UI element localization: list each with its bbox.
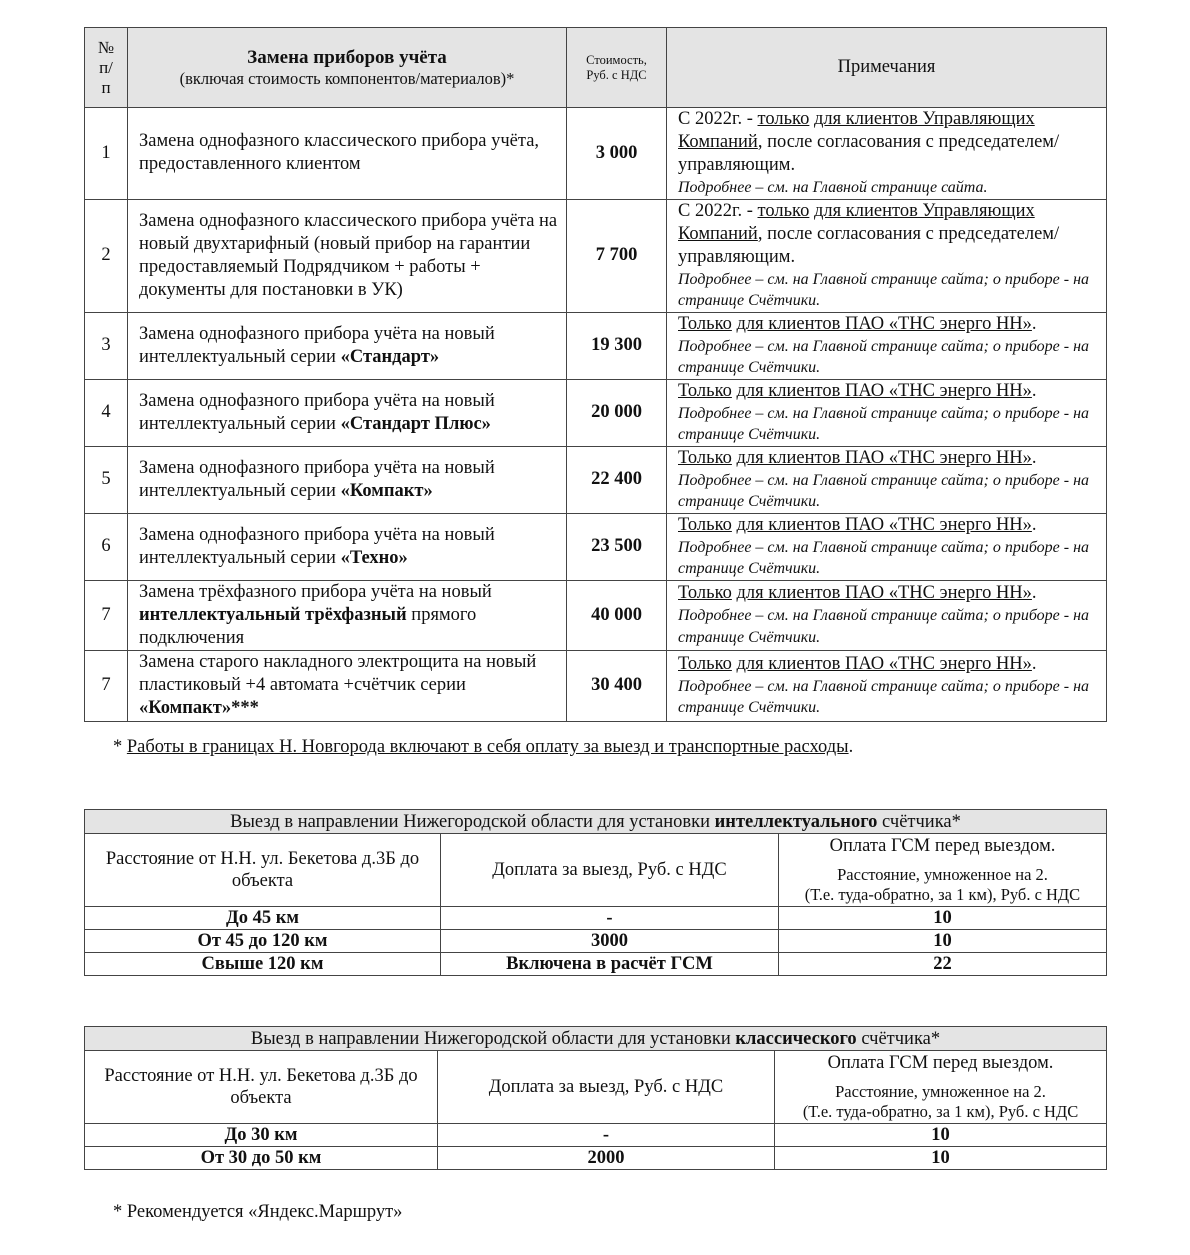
- row-distance: От 30 до 50 км: [85, 1147, 438, 1170]
- table-row: [85, 1147, 1107, 1170]
- col-fee: Доплата за выезд, Руб. с НДС: [438, 1051, 775, 1124]
- table-row: [85, 446, 1107, 513]
- row-note: Только для клиентов ПАО «ТНС энерго НН». Подробнее – см. на Главной странице сайта; о приборе - на странице Счётчики.: [667, 513, 1107, 580]
- table-row: [85, 379, 1107, 446]
- row-distance: От 45 до 120 км: [85, 930, 441, 953]
- row-number: 2: [85, 199, 128, 312]
- row-distance: До 30 км: [85, 1124, 438, 1147]
- col-gsm: Оплата ГСМ перед выездом. Расстояние, умноженное на 2. (Т.е. туда-обратно, за 1 км), Руб. с НДС: [775, 1051, 1107, 1124]
- row-note: С 2022г. - только для клиентов Управляющих Компаний, после согласования с председателем/управляющим. Подробнее – см. на Главной странице сайта; о приборе - на странице Счётчики.: [667, 199, 1107, 312]
- header-title-main: Замена приборов учёта: [247, 46, 447, 68]
- row-note: С 2022г. - только для клиентов Управляющих Компаний, после согласования с председателем/управляющим. Подробнее – см. на Главной странице сайта.: [667, 108, 1107, 200]
- row-number: 5: [85, 446, 128, 513]
- footnote-novgorod: * Работы в границах Н. Новгорода включают в себя оплату за выезд и транспортные расходы.: [113, 737, 854, 757]
- row-note: Только для клиентов ПАО «ТНС энерго НН». Подробнее – см. на Главной странице сайта; о приборе - на странице Счётчики.: [667, 312, 1107, 379]
- row-number: 7: [85, 650, 128, 721]
- trip-table-smart: [84, 809, 1107, 976]
- row-description: Замена однофазного прибора учёта на новый интеллектуальный серии «Техно»: [128, 513, 567, 580]
- row-number: 6: [85, 513, 128, 580]
- table-row: [85, 513, 1107, 580]
- row-gsm: 22: [779, 953, 1107, 976]
- row-price: 20 000: [567, 379, 667, 446]
- row-number: 1: [85, 108, 128, 200]
- row-gsm: 10: [779, 930, 1107, 953]
- row-number: 4: [85, 379, 128, 446]
- row-note: Только для клиентов ПАО «ТНС энерго НН». Подробнее – см. на Главной странице сайта; о приборе - на странице Счётчики.: [667, 580, 1107, 650]
- row-description: Замена однофазного прибора учёта на новый интеллектуальный серии «Стандарт Плюс»: [128, 379, 567, 446]
- meter-replacement-table: [84, 27, 1107, 722]
- trip-table-title: Выезд в направлении Нижегородской области для установки интеллектуального счётчика*: [85, 810, 1107, 834]
- row-note: Только для клиентов ПАО «ТНС энерго НН». Подробнее – см. на Главной странице сайта; о приборе - на странице Счётчики.: [667, 446, 1107, 513]
- trip-table-title: Выезд в направлении Нижегородской области для установки классического счётчика*: [85, 1027, 1107, 1051]
- row-price: 19 300: [567, 312, 667, 379]
- table-row: [85, 953, 1107, 976]
- row-description: Замена однофазного прибора учёта на новый интеллектуальный серии «Стандарт»: [128, 312, 567, 379]
- col-fee: Доплата за выезд, Руб. с НДС: [441, 834, 779, 907]
- header-notes: Примечания: [667, 28, 1107, 108]
- table-row: [85, 1124, 1107, 1147]
- table-row: [85, 199, 1107, 312]
- row-price: 30 400: [567, 650, 667, 721]
- header-cost: Стоимость, Руб. с НДС: [567, 28, 667, 108]
- row-description: Замена старого накладного электрощита на новый пластиковый +4 автомата +счётчик серии «Компакт»***: [128, 650, 567, 721]
- row-price: 40 000: [567, 580, 667, 650]
- row-fee: -: [438, 1124, 775, 1147]
- header-title: [128, 28, 567, 108]
- row-distance: Свыше 120 км: [85, 953, 441, 976]
- row-note: Только для клиентов ПАО «ТНС энерго НН». Подробнее – см. на Главной странице сайта; о приборе - на странице Счётчики.: [667, 379, 1107, 446]
- row-fee: -: [441, 907, 779, 930]
- row-note: Только для клиентов ПАО «ТНС энерго НН». Подробнее – см. на Главной странице сайта; о приборе - на странице Счётчики.: [667, 650, 1107, 721]
- row-description: Замена однофазного прибора учёта на новый интеллектуальный серии «Компакт»: [128, 446, 567, 513]
- footnote-yandex: * Рекомендуется «Яндекс.Маршрут»: [113, 1202, 403, 1222]
- row-fee: 3000: [441, 930, 779, 953]
- table-row: [85, 580, 1107, 650]
- table-row: [85, 907, 1107, 930]
- row-number: 3: [85, 312, 128, 379]
- table-row: [85, 930, 1107, 953]
- row-fee: 2000: [438, 1147, 775, 1170]
- row-gsm: 10: [779, 907, 1107, 930]
- header-title-sub: (включая стоимость компонентов/материалов)*: [179, 68, 515, 88]
- row-distance: До 45 км: [85, 907, 441, 930]
- table-header-row: [85, 28, 1107, 108]
- col-gsm: Оплата ГСМ перед выездом. Расстояние, умноженное на 2. (Т.е. туда-обратно, за 1 км), Руб. с НДС: [779, 834, 1107, 907]
- header-num: № п/ п: [85, 28, 128, 108]
- row-description: Замена трёхфазного прибора учёта на новый интеллектуальный трёхфазный прямого подключения: [128, 580, 567, 650]
- trip-table-classic: [84, 1026, 1107, 1170]
- table-row: [85, 650, 1107, 721]
- row-description: Замена однофазного классического прибора учёта на новый двухтарифный (новый прибор на гарантии предоставляемый Подрядчиком + работы + документы для постановки в УК): [128, 199, 567, 312]
- col-distance: Расстояние от Н.Н. ул. Бекетова д.3Б до объекта: [85, 1051, 438, 1124]
- row-gsm: 10: [775, 1124, 1107, 1147]
- row-number: 7: [85, 580, 128, 650]
- table-row: [85, 108, 1107, 200]
- row-price: 3 000: [567, 108, 667, 200]
- row-price: 22 400: [567, 446, 667, 513]
- col-distance: Расстояние от Н.Н. ул. Бекетова д.3Б до объекта: [85, 834, 441, 907]
- row-fee: Включена в расчёт ГСМ: [441, 953, 779, 976]
- row-price: 23 500: [567, 513, 667, 580]
- row-price: 7 700: [567, 199, 667, 312]
- row-description: Замена однофазного классического прибора учёта, предоставленного клиентом: [128, 108, 567, 200]
- row-gsm: 10: [775, 1147, 1107, 1170]
- table-row: [85, 312, 1107, 379]
